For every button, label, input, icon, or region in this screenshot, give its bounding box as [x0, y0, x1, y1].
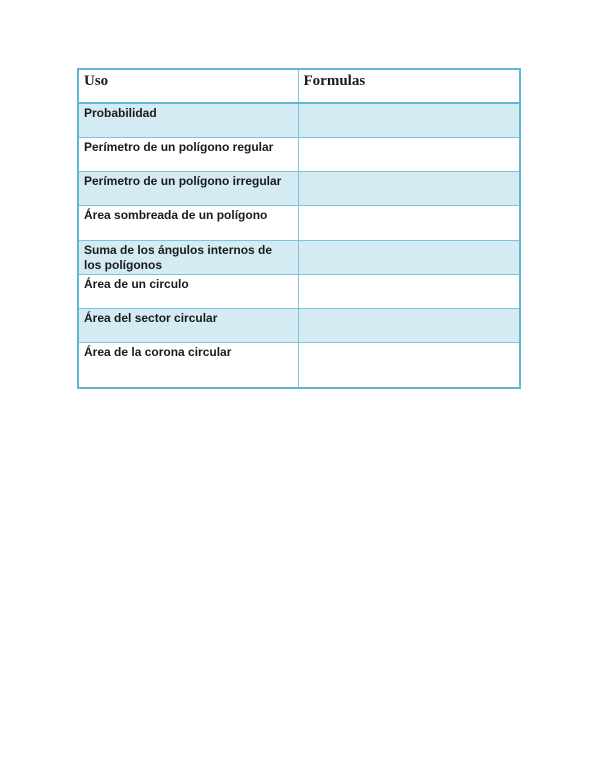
formula-cell [298, 205, 520, 240]
table-row [78, 308, 520, 342]
table-row [78, 137, 520, 171]
table-row [78, 205, 520, 240]
table-row [78, 171, 520, 205]
uso-cell: Suma de los ángulos internos de los polígonos [78, 240, 298, 274]
formula-cell [298, 240, 520, 274]
header-formulas: Formulas [298, 69, 520, 103]
uso-cell: Área sombreada de un polígono [78, 205, 298, 240]
header-uso: Uso [78, 69, 298, 103]
uso-cell: Área de un circulo [78, 274, 298, 308]
formula-cell [298, 342, 520, 388]
table-row [78, 240, 520, 274]
formula-cell [298, 103, 520, 137]
uso-cell: Área de la corona circular [78, 342, 298, 388]
uso-cell: Probabilidad [78, 103, 298, 137]
formula-cell [298, 137, 520, 171]
table-header-row [78, 69, 520, 103]
table-row [78, 274, 520, 308]
formula-cell [298, 171, 520, 205]
formula-cell [298, 308, 520, 342]
uso-cell: Área del sector circular [78, 308, 298, 342]
formula-cell [298, 274, 520, 308]
table-row [78, 342, 520, 388]
uso-cell: Perímetro de un polígono regular [78, 137, 298, 171]
table-row [78, 103, 520, 137]
uso-cell: Perímetro de un polígono irregular [78, 171, 298, 205]
formulas-table [77, 68, 521, 389]
